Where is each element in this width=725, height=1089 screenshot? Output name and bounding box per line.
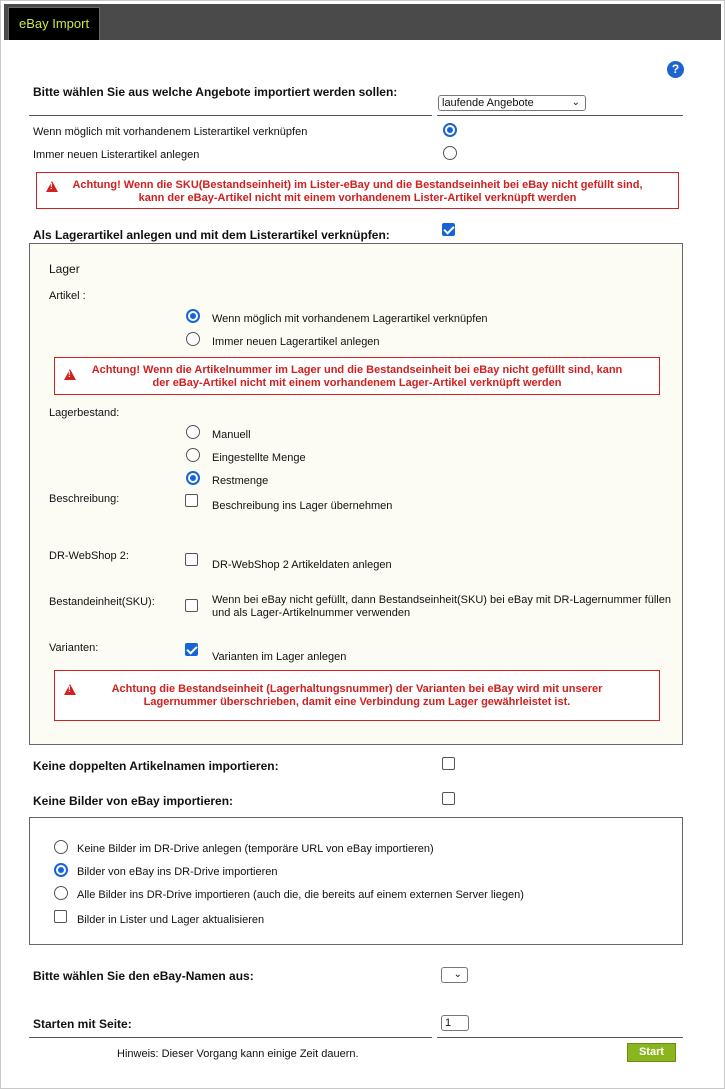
images-option-all-label: Alle Bilder ins DR-Drive importieren (auch die, die bereits auf einem externen Server liegen) (77, 889, 524, 901)
varianten-warning-line1: Achtung die Bestandseinheit (Lagerhaltungsnummer) der Varianten bei eBay wird mit unserer (111, 683, 603, 695)
warning-icon (64, 684, 76, 695)
bestand-manuell-radio[interactable] (186, 425, 200, 439)
sku-text-line1: Wenn bei eBay nicht gefüllt, dann Bestandseinheit(SKU) bei eBay mit DR-Lagernummer füllen (212, 594, 671, 606)
varianten-checkbox[interactable] (185, 643, 198, 656)
tab-ebay-import[interactable]: eBay Import (8, 7, 100, 40)
start-page-label: Starten mit Seite: (33, 1017, 132, 1031)
lager-option-new-label: Immer neuen Lagerartikel anlegen (212, 336, 380, 348)
lager-option-link-label: Wenn möglich mit vorhandenem Lagerartikel verknüpfen (212, 313, 488, 325)
lager-warning-line1: Achtung! Wenn die Artikelnummer im Lager und die Bestandseinheit bei eBay nicht gefüllt sind, kann (91, 364, 623, 376)
offers-option-link-label: Wenn möglich mit vorhandenem Listerartikel verknüpfen (33, 126, 308, 138)
top-bar (4, 4, 721, 40)
offers-option-link-radio[interactable] (443, 123, 457, 137)
images-option-temp-radio[interactable] (54, 840, 68, 854)
sku-text-line2: und als Lager-Artikelnummer verwenden (212, 607, 411, 619)
varianten-warning-line2: Lagernummer überschrieben, damit eine Verbindung zum Lager gewährleistet ist. (143, 696, 571, 708)
start-page-input[interactable] (441, 1015, 469, 1031)
lager-option-new-radio[interactable] (186, 332, 200, 346)
chevron-down-icon: ⌄ (453, 969, 462, 980)
lager-option-link-radio[interactable] (186, 309, 200, 323)
start-button[interactable]: Start (627, 1043, 676, 1062)
offers-select-value: laufende Angebote (442, 97, 534, 109)
divider (29, 1037, 432, 1038)
images-update-checkbox[interactable] (54, 910, 67, 923)
sku-text (212, 594, 671, 620)
divider (437, 115, 683, 116)
images-option-import-label: Bilder von eBay ins DR-Drive importieren (77, 866, 278, 878)
stock-link-checkbox[interactable] (442, 223, 455, 236)
images-option-all-radio[interactable] (54, 886, 68, 900)
lager-warning-line2: der eBay-Artikel nicht mit einem vorhandenem Lager-Artikel verknüpft werden (152, 377, 562, 389)
images-option-import-radio[interactable] (54, 863, 68, 877)
lager-warning (54, 357, 660, 395)
beschreibung-label: Beschreibung: (49, 493, 120, 505)
no-duplicates-checkbox[interactable] (442, 757, 455, 770)
varianten-warning (54, 670, 660, 721)
no-duplicates-label: Keine doppelten Artikelnamen importieren: (33, 759, 279, 773)
webshop-text: DR-WebShop 2 Artikeldaten anlegen (212, 559, 392, 571)
offers-question: Bitte wählen Sie aus welche Angebote importiert werden sollen: (33, 85, 398, 99)
sku-label: Bestandeinheit(SKU): (49, 596, 155, 608)
no-images-checkbox[interactable] (442, 792, 455, 805)
beschreibung-text: Beschreibung ins Lager übernehmen (212, 500, 393, 512)
start-page-value: 1 (445, 1017, 452, 1029)
warning-icon (46, 181, 58, 192)
varianten-text: Varianten im Lager anlegen (212, 651, 347, 663)
varianten-label: Varianten: (49, 642, 99, 654)
offers-select[interactable] (438, 95, 586, 111)
lager-title: Lager (49, 262, 80, 276)
footer-hint: Hinweis: Dieser Vorgang kann einige Zeit dauern. (117, 1048, 359, 1060)
offers-option-new-label: Immer neuen Listerartikel anlegen (33, 149, 200, 161)
bestand-menge-radio[interactable] (186, 448, 200, 462)
beschreibung-checkbox[interactable] (185, 494, 198, 507)
bestand-manuell-label: Manuell (212, 429, 251, 441)
offers-option-new-radio[interactable] (443, 146, 457, 160)
ebay-name-select[interactable] (441, 967, 468, 983)
warning-icon (64, 369, 76, 380)
webshop-checkbox[interactable] (185, 553, 198, 566)
images-update-label: Bilder in Lister und Lager aktualisieren (77, 914, 265, 926)
lager-artikel-label: Artikel : (49, 290, 86, 302)
sku-warning (36, 172, 679, 209)
sku-warning-line1: Achtung! Wenn die SKU(Bestandseinheit) im Lister-eBay und die Bestandseinheit bei eBay nicht gefüllt sind, (72, 179, 643, 191)
divider (437, 1037, 683, 1038)
chevron-down-icon: ⌄ (571, 97, 580, 108)
bestand-menge-label: Eingestellte Menge (212, 452, 306, 464)
divider (29, 115, 432, 116)
images-option-temp-label: Keine Bilder im DR-Drive anlegen (temporäre URL von eBay importieren) (77, 843, 434, 855)
webshop-label: DR-WebShop 2: (49, 550, 129, 562)
sku-warning-line2: kann der eBay-Artikel nicht mit einem vorhandenem Lister-Artikel verknüpft werden (138, 192, 577, 204)
ebay-name-label: Bitte wählen Sie den eBay-Namen aus: (33, 969, 254, 983)
help-icon[interactable]: ? (667, 61, 684, 78)
sku-checkbox[interactable] (185, 599, 198, 612)
stock-link-label: Als Lagerartikel anlegen und mit dem Listerartikel verknüpfen: (33, 228, 390, 242)
lagerbestand-label: Lagerbestand: (49, 407, 120, 419)
bestand-restmenge-label: Restmenge (212, 475, 269, 487)
no-images-label: Keine Bilder von eBay importieren: (33, 794, 234, 808)
bestand-restmenge-radio[interactable] (186, 471, 200, 485)
